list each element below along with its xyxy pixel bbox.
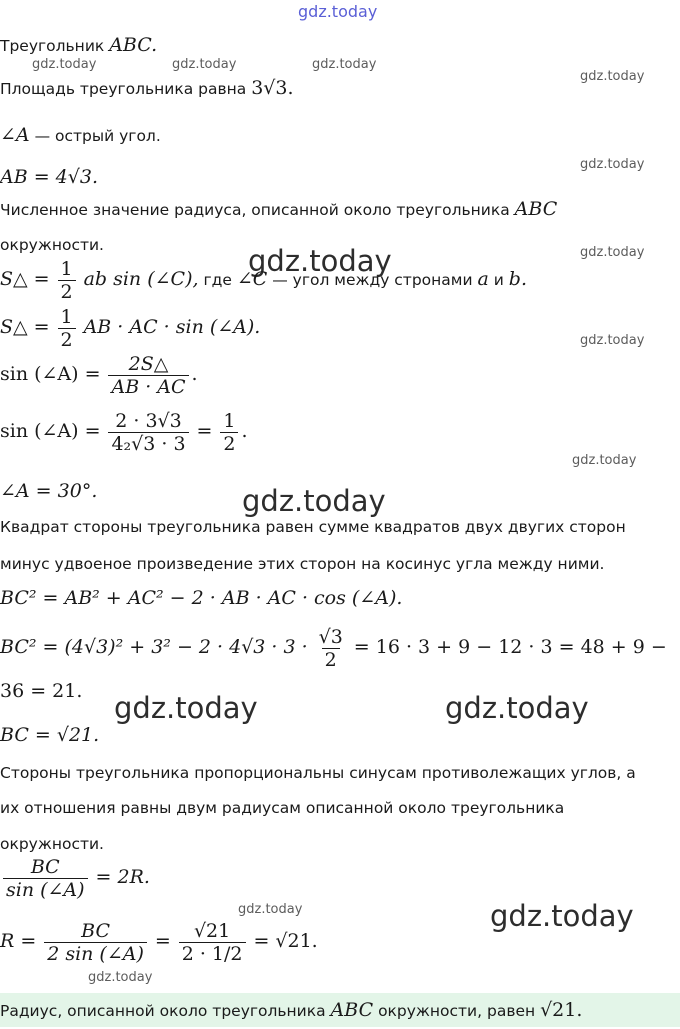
angle-a-value: ∠A = 30°. — [0, 480, 98, 502]
watermark-top: gdz.today — [298, 2, 378, 21]
watermark-big: gdz.today — [242, 484, 386, 518]
cosine-theorem-text-cont: минус удвоеное произведение этих сторон на косинус угла между ними. — [0, 555, 605, 573]
sine-theorem-text-end: окружности. — [0, 835, 104, 853]
cosine-theorem-formula: BC² = AB² + AC² − 2 · AB · AC · cos (∠A). — [0, 587, 403, 609]
answer-text: Радиус, описанной около треугольника ABC окружности, равен √21. — [0, 999, 583, 1021]
sine-theorem-formula: $\frac{BC}{\sin (\angle A)}$ = 2R. — [0, 856, 150, 901]
sine-theorem-text-cont: их отношения равны двум радиусам описанной около треугольника — [0, 799, 565, 817]
watermark-small: gdz.today — [580, 157, 645, 172]
bc-value: BC = √21. — [0, 724, 100, 746]
sine-expression: sin (∠A) = $\frac{2S\triangle}{AB \cdot AC}$ . — [0, 353, 198, 398]
task-statement: Численное значение радиуса, описанной около треугольника ABC — [0, 198, 558, 220]
given-triangle: Треугольник ABC. — [0, 34, 158, 56]
area-formula-general: S△ = $\frac{1}{2}$ ab sin (∠C), где ∠C — угол между стронами a и b. — [0, 258, 527, 303]
watermark-small: gdz.today — [88, 970, 153, 985]
watermark-big: gdz.today — [445, 691, 589, 725]
cosine-theorem-text: Квадрат стороны треугольника равен сумме квадратов двух двугих сторон — [0, 518, 626, 536]
watermark-small: gdz.today — [172, 57, 237, 72]
watermark-small: gdz.today — [572, 453, 637, 468]
watermark-small: gdz.today — [312, 57, 377, 72]
given-acute-angle: ∠A — острый угол. — [0, 124, 161, 146]
watermark-big: gdz.today — [490, 899, 634, 933]
radius-calc: R = $\frac{BC}{2 \sin (\angle A)}$ = $\frac{√21}{2 \cdot 1/2}$ = √21. — [0, 920, 318, 965]
watermark-small: gdz.today — [580, 245, 645, 260]
watermark-small: gdz.today — [238, 902, 303, 917]
watermark-small: gdz.today — [580, 69, 645, 84]
watermark-big: gdz.today — [248, 244, 392, 278]
given-area: Площадь треугольника равна 3√3. — [0, 77, 294, 99]
sine-value: sin (∠A) = $\frac{2 \cdot 3√3}{\text{4₂√3 · 3}}$ = $\frac{1}{2}$ . — [0, 410, 248, 455]
bc-squared-result: 36 = 21. — [0, 680, 83, 702]
sine-theorem-text: Стороны треугольника пропорциональны синусам противолежащих углов, а — [0, 764, 636, 782]
watermark-small: gdz.today — [32, 57, 97, 72]
watermark-big: gdz.today — [114, 691, 258, 725]
bc-squared-calc: BC² = (4√3)² + 3² − 2 · 4√3 · 3 · $\frac{√3}{2}$ = 16 · 3 + 9 − 12 · 3 = 48 + 9 − — [0, 626, 667, 671]
area-formula-specific: S△ = $\frac{1}{2}$ AB · AC · sin (∠A). — [0, 306, 261, 351]
task-statement-cont: окружности. — [0, 236, 104, 254]
given-side-ab: AB = 4√3. — [0, 166, 99, 188]
watermark-small: gdz.today — [580, 333, 645, 348]
